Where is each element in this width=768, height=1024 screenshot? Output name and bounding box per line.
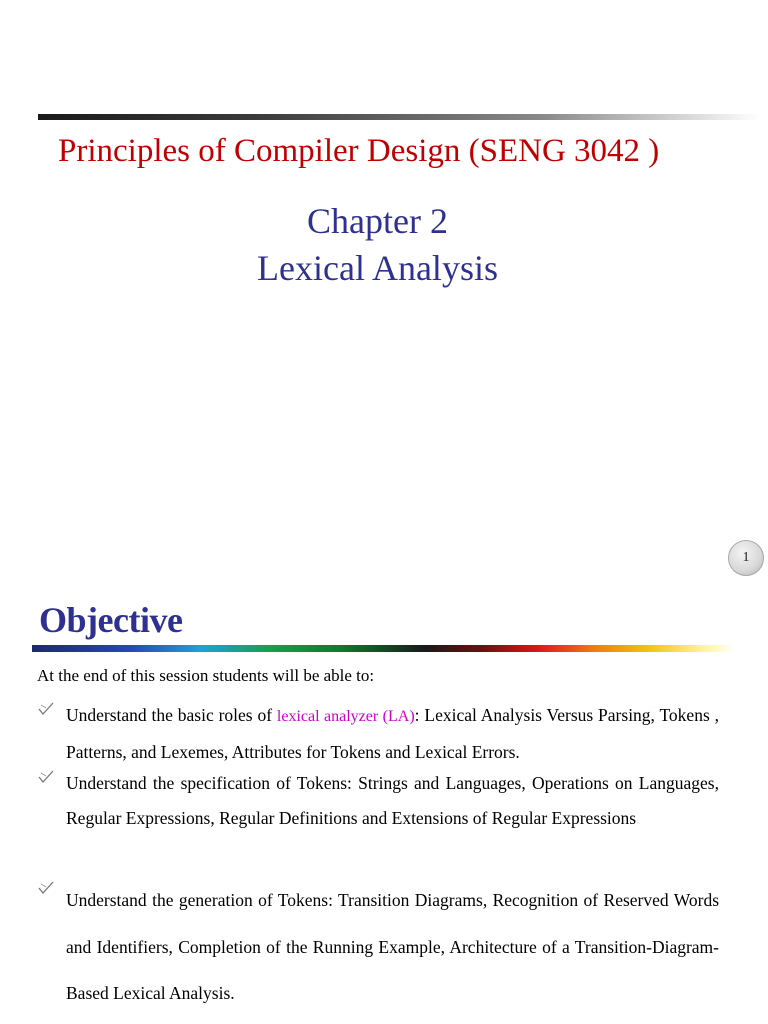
checkmark-quill-icon [37, 768, 55, 786]
list-item-text: Understand the generation of Tokens: Transition Diagrams, Recognition of Reserved Words and Identifiers, Completion of the Running Example, Architecture of a Transition-Diagram-Based Lexical Analysis. [66, 890, 719, 1003]
list-item-text-after: : Lexical Analysis Versus Parsing, Tokens , Patterns, and Lexemes, Attributes for Tokens and Lexical Errors. [66, 705, 719, 762]
chapter-number: Chapter 2 [307, 201, 448, 241]
list-item-text [66, 698, 719, 769]
rainbow-rule [32, 645, 734, 652]
checkmark-quill-icon [37, 700, 55, 718]
highlighted-term: lexical analyzer (LA) [276, 708, 415, 725]
chapter-title: Lexical Analysis [257, 248, 498, 288]
list-item-text-before: Understand the basic roles of [66, 705, 277, 725]
checkmark-quill-icon [37, 879, 55, 897]
objective-slide [0, 588, 768, 1024]
slide-title: Objective [39, 600, 183, 640]
list-item-text: Understand the specification of Tokens: Strings and Languages, Operations on Languages, Regular Expressions, Regular Definitions and Extensions of Regular Expressions [66, 773, 719, 828]
list-item [37, 766, 719, 835]
list-item [37, 877, 719, 1017]
page-number-badge: 1 [728, 540, 764, 576]
top-gradient-rule [38, 114, 760, 120]
intro-text: At the end of this session students will be able to: [37, 666, 375, 685]
course-title: Principles of Compiler Design (SENG 3042 ) [58, 133, 660, 169]
list-item [37, 698, 719, 769]
